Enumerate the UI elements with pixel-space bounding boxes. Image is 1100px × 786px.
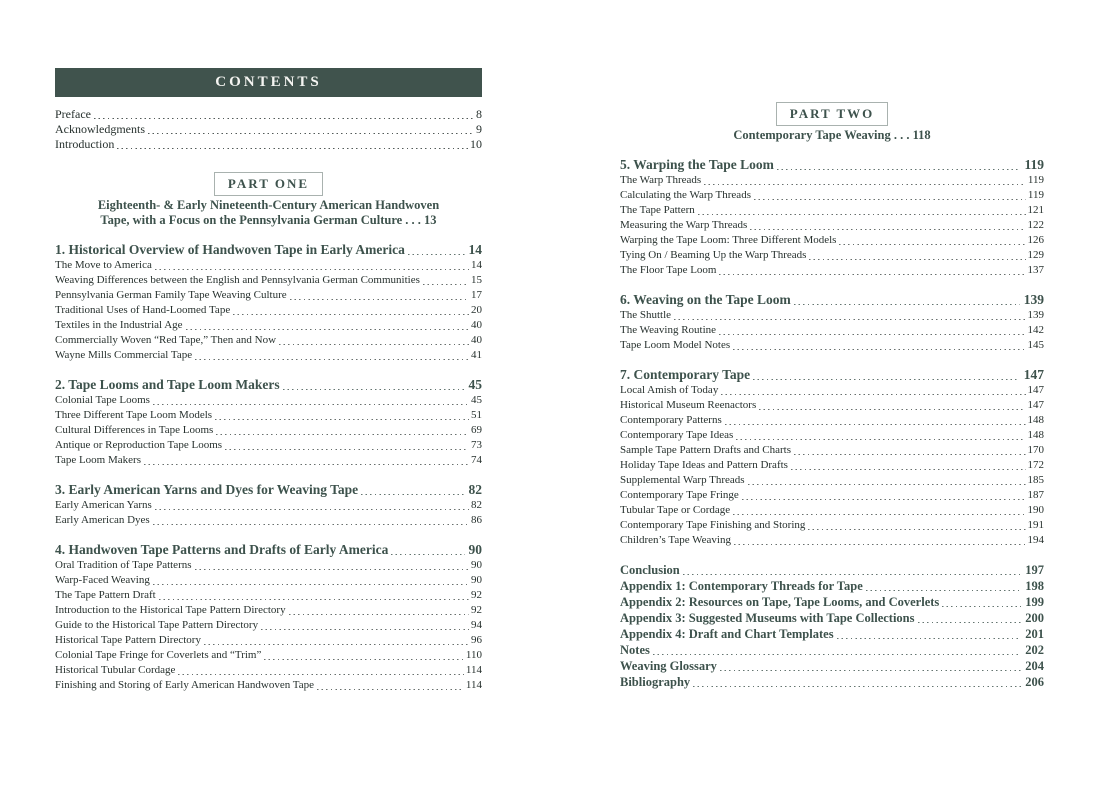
- dot-leader: [195, 569, 469, 570]
- page-number: 45: [471, 394, 482, 406]
- dot-leader: [674, 319, 1025, 320]
- dot-leader: [719, 334, 1025, 335]
- page-number: 82: [471, 499, 482, 511]
- dot-leader: [153, 584, 469, 585]
- toc-entry-title: The Weaving Routine: [620, 324, 717, 336]
- dot-leader: [839, 244, 1025, 245]
- dot-leader: [754, 199, 1026, 200]
- toc-entry-title: Warp-Faced Weaving: [55, 574, 150, 586]
- toc-entry-title: Contemporary Tape Fringe: [620, 489, 739, 501]
- dot-leader: [725, 424, 1026, 425]
- dot-leader: [653, 654, 1021, 655]
- page-number: 51: [471, 409, 482, 421]
- toc-row: [55, 678, 482, 693]
- page-number: 147: [1027, 384, 1044, 396]
- dot-leader: [264, 659, 464, 660]
- toc-section: [55, 376, 482, 468]
- toc-row: [55, 633, 482, 648]
- dot-leader: [144, 464, 469, 465]
- left-chapter-list: [55, 241, 482, 693]
- page-number: 114: [465, 679, 482, 691]
- toc-entry-title: Early American Yarns: [55, 499, 152, 511]
- toc-row: [620, 674, 1044, 690]
- toc-row: [620, 488, 1044, 503]
- page-number: 199: [1025, 595, 1044, 609]
- dot-leader: [837, 638, 1022, 639]
- dot-leader: [290, 299, 469, 300]
- toc-entry-title: Appendix 2: Resources on Tape, Tape Looms, and Coverlets: [620, 595, 940, 609]
- dot-leader: [261, 629, 469, 630]
- toc-row: [55, 122, 482, 137]
- toc-row: [620, 308, 1044, 323]
- toc-entry-title: Tying On / Beaming Up the Warp Threads: [620, 249, 807, 261]
- part-one-block: [55, 172, 482, 228]
- dot-leader: [159, 599, 469, 600]
- toc-entry-title: Tape Loom Model Notes: [620, 339, 731, 351]
- toc-entry-title: 4. Handwoven Tape Patterns and Drafts of Early America: [55, 542, 389, 557]
- toc-entry-title: The Tape Pattern Draft: [55, 589, 156, 601]
- page-number: 45: [468, 377, 482, 392]
- toc-row: [55, 603, 482, 618]
- page-number: 119: [1027, 174, 1044, 186]
- page-number: 147: [1023, 367, 1044, 382]
- toc-row: [620, 398, 1044, 413]
- page-number: 191: [1027, 519, 1044, 531]
- toc-row: [620, 658, 1044, 674]
- toc-row: [55, 408, 482, 423]
- toc-row: [55, 288, 482, 303]
- toc-row: [55, 541, 482, 558]
- toc-entry-title: Measuring the Warp Threads: [620, 219, 748, 231]
- page-number: 90: [471, 559, 482, 571]
- page-number: 201: [1025, 627, 1044, 641]
- toc-entry-title: Oral Tradition of Tape Patterns: [55, 559, 192, 571]
- toc-row: [55, 376, 482, 393]
- page-number: 14: [468, 242, 482, 257]
- dot-leader: [719, 274, 1025, 275]
- part-one-subtitle-line1: Eighteenth- & Early Nineteenth-Century American Handwoven: [97, 198, 440, 212]
- page-number: 82: [468, 482, 482, 497]
- toc-row: [620, 473, 1044, 488]
- dot-leader: [289, 614, 469, 615]
- toc-section: [620, 366, 1044, 548]
- part-two-badge: PART TWO: [776, 102, 889, 126]
- toc-row: [620, 188, 1044, 203]
- page-number: 194: [1027, 534, 1044, 546]
- toc-row: [620, 518, 1044, 533]
- dot-leader: [809, 259, 1025, 260]
- dot-leader: [423, 284, 469, 285]
- toc-row: [620, 233, 1044, 248]
- dot-leader: [283, 389, 465, 390]
- page-number: 122: [1027, 219, 1044, 231]
- toc-row: [620, 366, 1044, 383]
- toc-row: [55, 558, 482, 573]
- toc-entry-title: Tape Loom Makers: [55, 454, 141, 466]
- toc-section: [620, 156, 1044, 278]
- toc-row: [55, 438, 482, 453]
- toc-entry-title: Colonial Tape Fringe for Coverlets and “Trim”: [55, 649, 262, 661]
- toc-entry-title: Appendix 4: Draft and Chart Templates: [620, 627, 834, 641]
- toc-entry-title: Tubular Tape or Cordage: [620, 504, 731, 516]
- toc-row: [55, 393, 482, 408]
- toc-entry-title: Contemporary Tape Ideas: [620, 429, 734, 441]
- toc-entry-title: Historical Tape Pattern Directory: [55, 634, 201, 646]
- toc-entry-title: 7. Contemporary Tape: [620, 367, 751, 382]
- dot-leader: [791, 469, 1026, 470]
- toc-entry-title: Cultural Differences in Tape Looms: [55, 424, 214, 436]
- dot-leader: [216, 434, 469, 435]
- toc-row: [55, 453, 482, 468]
- dot-leader: [808, 529, 1025, 530]
- page-number: 190: [1027, 504, 1044, 516]
- page-number: 200: [1025, 611, 1044, 625]
- part-two-block: [620, 102, 1044, 143]
- toc-row: [55, 588, 482, 603]
- toc-row: [55, 318, 482, 333]
- toc-entry-title: Guide to the Historical Tape Pattern Directory: [55, 619, 259, 631]
- page-number: 121: [1027, 204, 1044, 216]
- dot-leader: [683, 574, 1022, 575]
- page-number: 15: [471, 274, 482, 286]
- toc-entry-title: Weaving Differences between the English and Pennsylvania German Communities: [55, 274, 420, 286]
- front-matter-list: [55, 107, 482, 152]
- toc-row: [620, 443, 1044, 458]
- page-number: 69: [471, 424, 482, 436]
- toc-entry-title: Introduction: [55, 137, 115, 151]
- toc-entry-title: Commercially Woven “Red Tape,” Then and Now: [55, 334, 277, 346]
- left-column: [55, 68, 482, 693]
- toc-entry-title: 6. Weaving on the Tape Loom: [620, 292, 791, 307]
- toc-row: [620, 156, 1044, 173]
- dot-leader: [155, 509, 469, 510]
- toc-entry-title: Three Different Tape Loom Models: [55, 409, 213, 421]
- dot-leader: [117, 148, 468, 149]
- dot-leader: [215, 419, 469, 420]
- page-number: 145: [1027, 339, 1044, 351]
- toc-entry-title: Pennsylvania German Family Tape Weaving Culture: [55, 289, 287, 301]
- part-two-subtitle: [620, 128, 1044, 143]
- dot-leader: [759, 409, 1025, 410]
- toc-entry-title: Introduction to the Historical Tape Pattern Directory: [55, 604, 286, 616]
- dot-leader: [408, 254, 465, 255]
- toc-row: [55, 107, 482, 122]
- toc-entry-title: Contemporary Patterns: [620, 414, 722, 426]
- page-number: 17: [471, 289, 482, 301]
- page-number: 185: [1027, 474, 1044, 486]
- page-number: 119: [1027, 189, 1044, 201]
- dot-leader: [733, 514, 1025, 515]
- dot-leader: [279, 344, 469, 345]
- toc-entry-title: Early American Dyes: [55, 514, 150, 526]
- toc-row: [55, 618, 482, 633]
- dot-leader: [153, 524, 469, 525]
- toc-entry-title: Colonial Tape Looms: [55, 394, 150, 406]
- dot-leader: [204, 644, 469, 645]
- dot-leader: [195, 359, 469, 360]
- toc-row: [620, 578, 1044, 594]
- page-number: 40: [471, 319, 482, 331]
- page-number: 170: [1027, 444, 1044, 456]
- page-number: 86: [471, 514, 482, 526]
- page-number: 14: [471, 259, 482, 271]
- dot-leader: [720, 670, 1021, 671]
- dot-leader: [736, 439, 1025, 440]
- toc-row: [55, 241, 482, 258]
- toc-entry-title: Warping the Tape Loom: Three Different Models: [620, 234, 837, 246]
- dot-leader: [721, 394, 1025, 395]
- toc-row: [55, 333, 482, 348]
- toc-row: [55, 663, 482, 678]
- toc-entry-title: Local Amish of Today: [620, 384, 719, 396]
- toc-entry-title: Acknowledgments: [55, 122, 145, 136]
- toc-row: [620, 173, 1044, 188]
- toc-row: [620, 458, 1044, 473]
- dot-leader: [155, 269, 469, 270]
- dot-leader: [148, 133, 474, 134]
- part-one-subtitle-line2: Tape, with a Focus on the Pennsylvania German Culture . . . 13: [100, 213, 437, 227]
- dot-leader: [942, 606, 1021, 607]
- page-number: 206: [1025, 675, 1044, 689]
- toc-entry-title: 2. Tape Looms and Tape Loom Makers: [55, 377, 280, 392]
- toc-entry-title: 3. Early American Yarns and Dyes for Weaving Tape: [55, 482, 359, 497]
- page-number: 8: [476, 107, 482, 121]
- toc-row: [55, 348, 482, 363]
- toc-row: [55, 273, 482, 288]
- toc-row: [620, 218, 1044, 233]
- toc-row: [620, 626, 1044, 642]
- toc-row: [55, 481, 482, 498]
- dot-leader: [233, 314, 469, 315]
- page-number: 129: [1027, 249, 1044, 261]
- toc-entry-title: Children’s Tape Weaving: [620, 534, 731, 546]
- dot-leader: [186, 329, 469, 330]
- contents-title: CONTENTS: [215, 74, 322, 90]
- toc-section: [55, 481, 482, 528]
- toc-row: [620, 562, 1044, 578]
- page-number: 147: [1027, 399, 1044, 411]
- dot-leader: [866, 590, 1022, 591]
- page-number: 139: [1023, 292, 1044, 307]
- toc-row: [55, 498, 482, 513]
- toc-row: [620, 610, 1044, 626]
- toc-entry-title: Sample Tape Pattern Drafts and Charts: [620, 444, 792, 456]
- toc-entry-title: Finishing and Storing of Early American Handwoven Tape: [55, 679, 315, 691]
- dot-leader: [750, 229, 1025, 230]
- toc-row: [620, 413, 1044, 428]
- toc-entry-title: Historical Museum Reenactors: [620, 399, 757, 411]
- page-number: 126: [1027, 234, 1044, 246]
- page-number: 41: [471, 349, 482, 361]
- dot-leader: [777, 169, 1021, 170]
- page-number: 92: [471, 604, 482, 616]
- page-number: 92: [471, 589, 482, 601]
- toc-entry-title: Holiday Tape Ideas and Pattern Drafts: [620, 459, 788, 471]
- page-number: 148: [1027, 429, 1044, 441]
- page-number: 119: [1024, 157, 1044, 172]
- toc-section: [620, 291, 1044, 353]
- page-number: 172: [1027, 459, 1044, 471]
- right-column: [620, 102, 1044, 690]
- page-number: 198: [1025, 579, 1044, 593]
- toc-entry-title: Conclusion: [620, 563, 680, 577]
- dot-leader: [734, 544, 1026, 545]
- dot-leader: [918, 622, 1022, 623]
- part-one-subtitle: [55, 198, 482, 228]
- dot-leader: [361, 494, 464, 495]
- dot-leader: [733, 349, 1025, 350]
- toc-entry-title: The Floor Tape Loom: [620, 264, 717, 276]
- part-two-subtitle-line1: Contemporary Tape Weaving . . . 118: [733, 128, 931, 142]
- page-number: 187: [1027, 489, 1044, 501]
- back-matter-list: [620, 562, 1044, 690]
- page-number: 10: [470, 137, 482, 151]
- page-number: 110: [465, 649, 482, 661]
- part-one-badge: PART ONE: [214, 172, 323, 196]
- toc-row: [55, 513, 482, 528]
- toc-section: [55, 541, 482, 693]
- toc-row: [55, 258, 482, 273]
- toc-entry-title: Weaving Glossary: [620, 659, 717, 673]
- dot-leader: [794, 304, 1020, 305]
- page-number: 40: [471, 334, 482, 346]
- dot-leader: [391, 554, 464, 555]
- page-number: 96: [471, 634, 482, 646]
- page-number: 148: [1027, 414, 1044, 426]
- toc-entry-title: Antique or Reproduction Tape Looms: [55, 439, 223, 451]
- page-number: 90: [468, 542, 482, 557]
- toc-entry-title: The Shuttle: [620, 309, 672, 321]
- page-number: 20: [471, 304, 482, 316]
- contents-header-bar: [55, 68, 482, 97]
- toc-entry-title: Appendix 1: Contemporary Threads for Tape: [620, 579, 863, 593]
- toc-entry-title: The Move to America: [55, 259, 152, 271]
- toc-row: [55, 573, 482, 588]
- toc-row: [620, 594, 1044, 610]
- toc-row: [55, 303, 482, 318]
- toc-entry-title: Historical Tubular Cordage: [55, 664, 176, 676]
- toc-row: [620, 383, 1044, 398]
- toc-entry-title: Appendix 3: Suggested Museums with Tape Collections: [620, 611, 915, 625]
- dot-leader: [317, 689, 464, 690]
- toc-entry-title: The Warp Threads: [620, 174, 702, 186]
- toc-row: [620, 323, 1044, 338]
- dot-leader: [742, 499, 1026, 500]
- dot-leader: [753, 379, 1020, 380]
- page-number: 90: [471, 574, 482, 586]
- toc-row: [620, 533, 1044, 548]
- page-number: 142: [1027, 324, 1044, 336]
- dot-leader: [693, 686, 1021, 687]
- toc-row: [620, 642, 1044, 658]
- page-number: 9: [476, 122, 482, 136]
- page-number: 197: [1025, 563, 1044, 577]
- dot-leader: [153, 404, 469, 405]
- page-number: 204: [1025, 659, 1044, 673]
- dot-leader: [698, 214, 1026, 215]
- page-number: 94: [471, 619, 482, 631]
- page-number: 139: [1027, 309, 1044, 321]
- toc-row: [620, 203, 1044, 218]
- page-number: 202: [1025, 643, 1044, 657]
- toc-entry-title: Preface: [55, 107, 91, 121]
- toc-row: [620, 248, 1044, 263]
- toc-entry-title: Contemporary Tape Finishing and Storing: [620, 519, 806, 531]
- toc-row: [620, 338, 1044, 353]
- dot-leader: [748, 484, 1026, 485]
- toc-row: [55, 648, 482, 663]
- dot-leader: [225, 449, 469, 450]
- toc-entry-title: Notes: [620, 643, 650, 657]
- page-number: 114: [465, 664, 482, 676]
- toc-row: [55, 137, 482, 152]
- toc-row: [620, 263, 1044, 278]
- toc-section: [55, 241, 482, 363]
- toc-entry-title: Wayne Mills Commercial Tape: [55, 349, 193, 361]
- page-number: 137: [1027, 264, 1044, 276]
- page-number: 74: [471, 454, 482, 466]
- toc-entry-title: Traditional Uses of Hand-Loomed Tape: [55, 304, 231, 316]
- right-chapter-list: [620, 156, 1044, 548]
- toc-row: [55, 423, 482, 438]
- toc-row: [620, 428, 1044, 443]
- dot-leader: [704, 184, 1026, 185]
- dot-leader: [94, 118, 474, 119]
- toc-row: [620, 503, 1044, 518]
- toc-entry-title: Textiles in the Industrial Age: [55, 319, 183, 331]
- toc-entry-title: Supplemental Warp Threads: [620, 474, 745, 486]
- page-number: 73: [471, 439, 482, 451]
- dot-leader: [794, 454, 1025, 455]
- toc-entry-title: The Tape Pattern: [620, 204, 695, 216]
- dot-leader: [178, 674, 464, 675]
- toc-row: [620, 291, 1044, 308]
- toc-entry-title: Calculating the Warp Threads: [620, 189, 751, 201]
- toc-entry-title: Bibliography: [620, 675, 691, 689]
- toc-entry-title: 1. Historical Overview of Handwoven Tape in Early America: [55, 242, 405, 257]
- toc-entry-title: 5. Warping the Tape Loom: [620, 157, 774, 172]
